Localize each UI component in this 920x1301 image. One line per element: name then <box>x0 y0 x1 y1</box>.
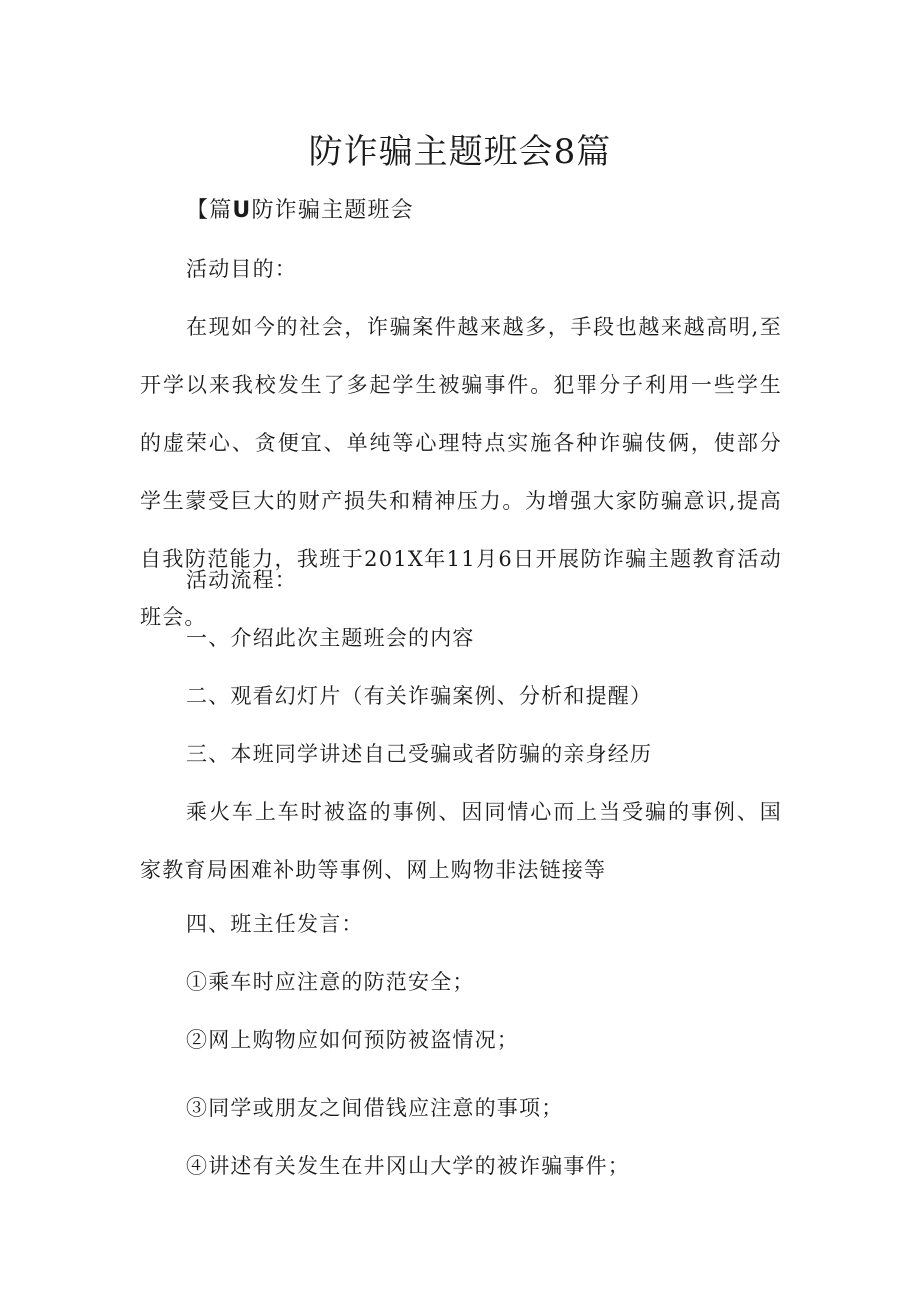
section-heading-marker: U <box>232 198 252 223</box>
document-title: 防诈骗主题班会8篇 <box>308 132 612 172</box>
step-4: 四、班主任发言： <box>186 912 364 936</box>
point-1: ①乘车时应注意的防范安全； <box>186 970 475 994</box>
section-heading-prefix: 【篇 <box>186 198 233 223</box>
section-heading-text: 防诈骗主题班会 <box>251 198 414 223</box>
process-label: 活动流程： <box>186 568 297 592</box>
point-3: ③同学或朋友之间借钱应注意的事项； <box>186 1096 564 1120</box>
point-2: ②网上购物应如何预防被盗情况； <box>186 1028 519 1052</box>
step-1: 一、介绍此次主题班会的内容 <box>186 626 475 650</box>
purpose-label: 活动目的： <box>186 257 297 281</box>
point-4: ④讲述有关发生在井冈山大学的被诈骗事件； <box>186 1154 630 1178</box>
examples-paragraph: 乘火车上车时被盗的事例、因同情心而上当受骗的事例、国家教育局困难补助等事例、网上购物非法链接等 <box>140 800 782 882</box>
purpose-paragraph: 在现如今的社会，诈骗案件越来越多，手段也越来越高明,至开学以来我校发生了多起学生被骗事件。犯罪分子利用一些学生的虚荣心、贪便宜、单纯等心理特点实施各种诈骗伎俩，使部分学生蒙受巨大的财产损失和精神压力。为增强大家防骗意识,提高自我防范能力，我班于201X年11月6日开展防诈骗主题教育活动班会。 <box>140 315 782 629</box>
section-heading <box>186 196 414 226</box>
step-3: 三、本班同学讲述自己受骗或者防骗的亲身经历 <box>186 742 653 766</box>
step-2: 二、观看幻灯片（有关诈骗案例、分析和提醒） <box>186 684 653 708</box>
